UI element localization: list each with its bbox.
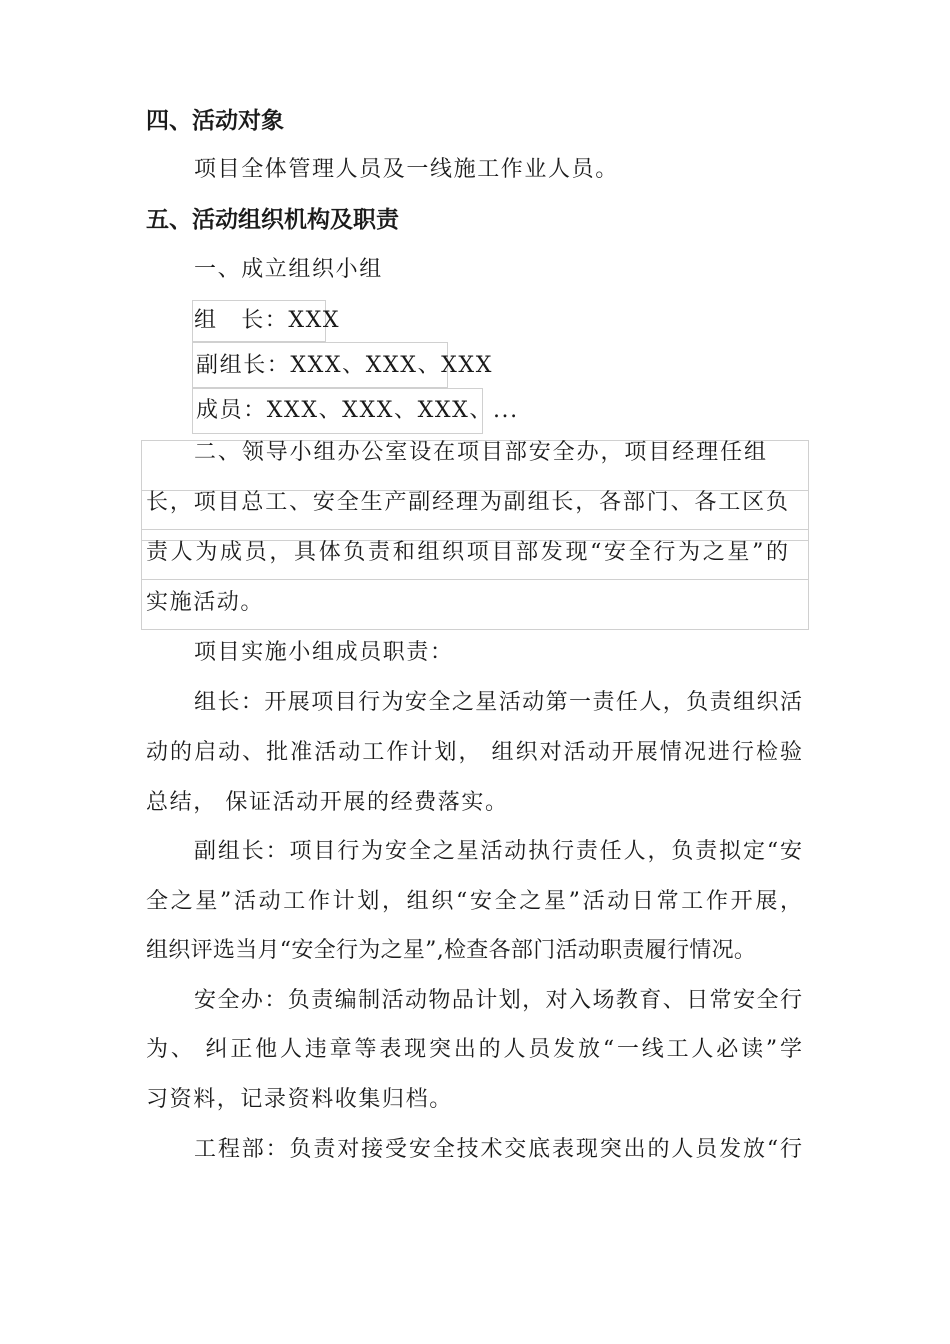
leader-duty-line-1: 组长：开展项目行为安全之星活动第一责任人，负责组织活	[194, 690, 802, 715]
leader-duty-line-2: 动的启动、批准活动工作计划， 组织对活动开展情况进行检验	[146, 740, 802, 765]
deputy-line: 副组长：XXX、XXX、XXX	[196, 353, 493, 378]
engineering-line-1: 工程部：负责对接受安全技术交底表现突出的人员发放“行	[194, 1137, 802, 1162]
leader-line: 组 长：XXX	[194, 308, 341, 333]
deputy-duty-line-1: 副组长：项目行为安全之星活动执行责任人，负责拟定“安	[194, 839, 802, 864]
section-heading-organization: 五、活动组织机构及职责	[146, 207, 399, 233]
duties-title: 项目实施小组成员职责：	[194, 640, 454, 665]
activity-target-text: 项目全体管理人员及一线施工作业人员。	[194, 157, 619, 182]
office-line-4: 实施活动。	[146, 590, 265, 615]
safety-office-line-2: 为、 纠正他人违章等表现突出的人员发放“一线工人必读”学	[146, 1037, 802, 1062]
deputy-duty-line-3: 组织评选当月“安全行为之星”,检查各部门活动职责履行情况。	[146, 938, 757, 963]
office-line-1: 二、领导小组办公室设在项目部安全办，项目经理任组	[194, 440, 766, 465]
office-line-2: 长，项目总工、安全生产副经理为副组长，各部门、各工区负	[146, 490, 788, 515]
members-line: 成员：XXX、XXX、XXX、...	[196, 398, 519, 423]
subheading-form-group: 一、成立组织小组	[194, 257, 383, 282]
deputy-duty-line-2: 全之星”活动工作计划，组织“安全之星”活动日常工作开展，	[146, 889, 802, 914]
leader-duty-line-3: 总结， 保证活动开展的经费落实。	[146, 790, 509, 815]
office-line-3: 责人为成员，具体负责和组织项目部发现“安全行为之星”的	[146, 540, 788, 565]
section-heading-activity-target: 四、活动对象	[146, 108, 284, 134]
safety-office-line-1: 安全办：负责编制活动物品计划，对入场教育、日常安全行	[194, 988, 802, 1013]
safety-office-line-3: 习资料，记录资料收集归档。	[146, 1087, 453, 1112]
